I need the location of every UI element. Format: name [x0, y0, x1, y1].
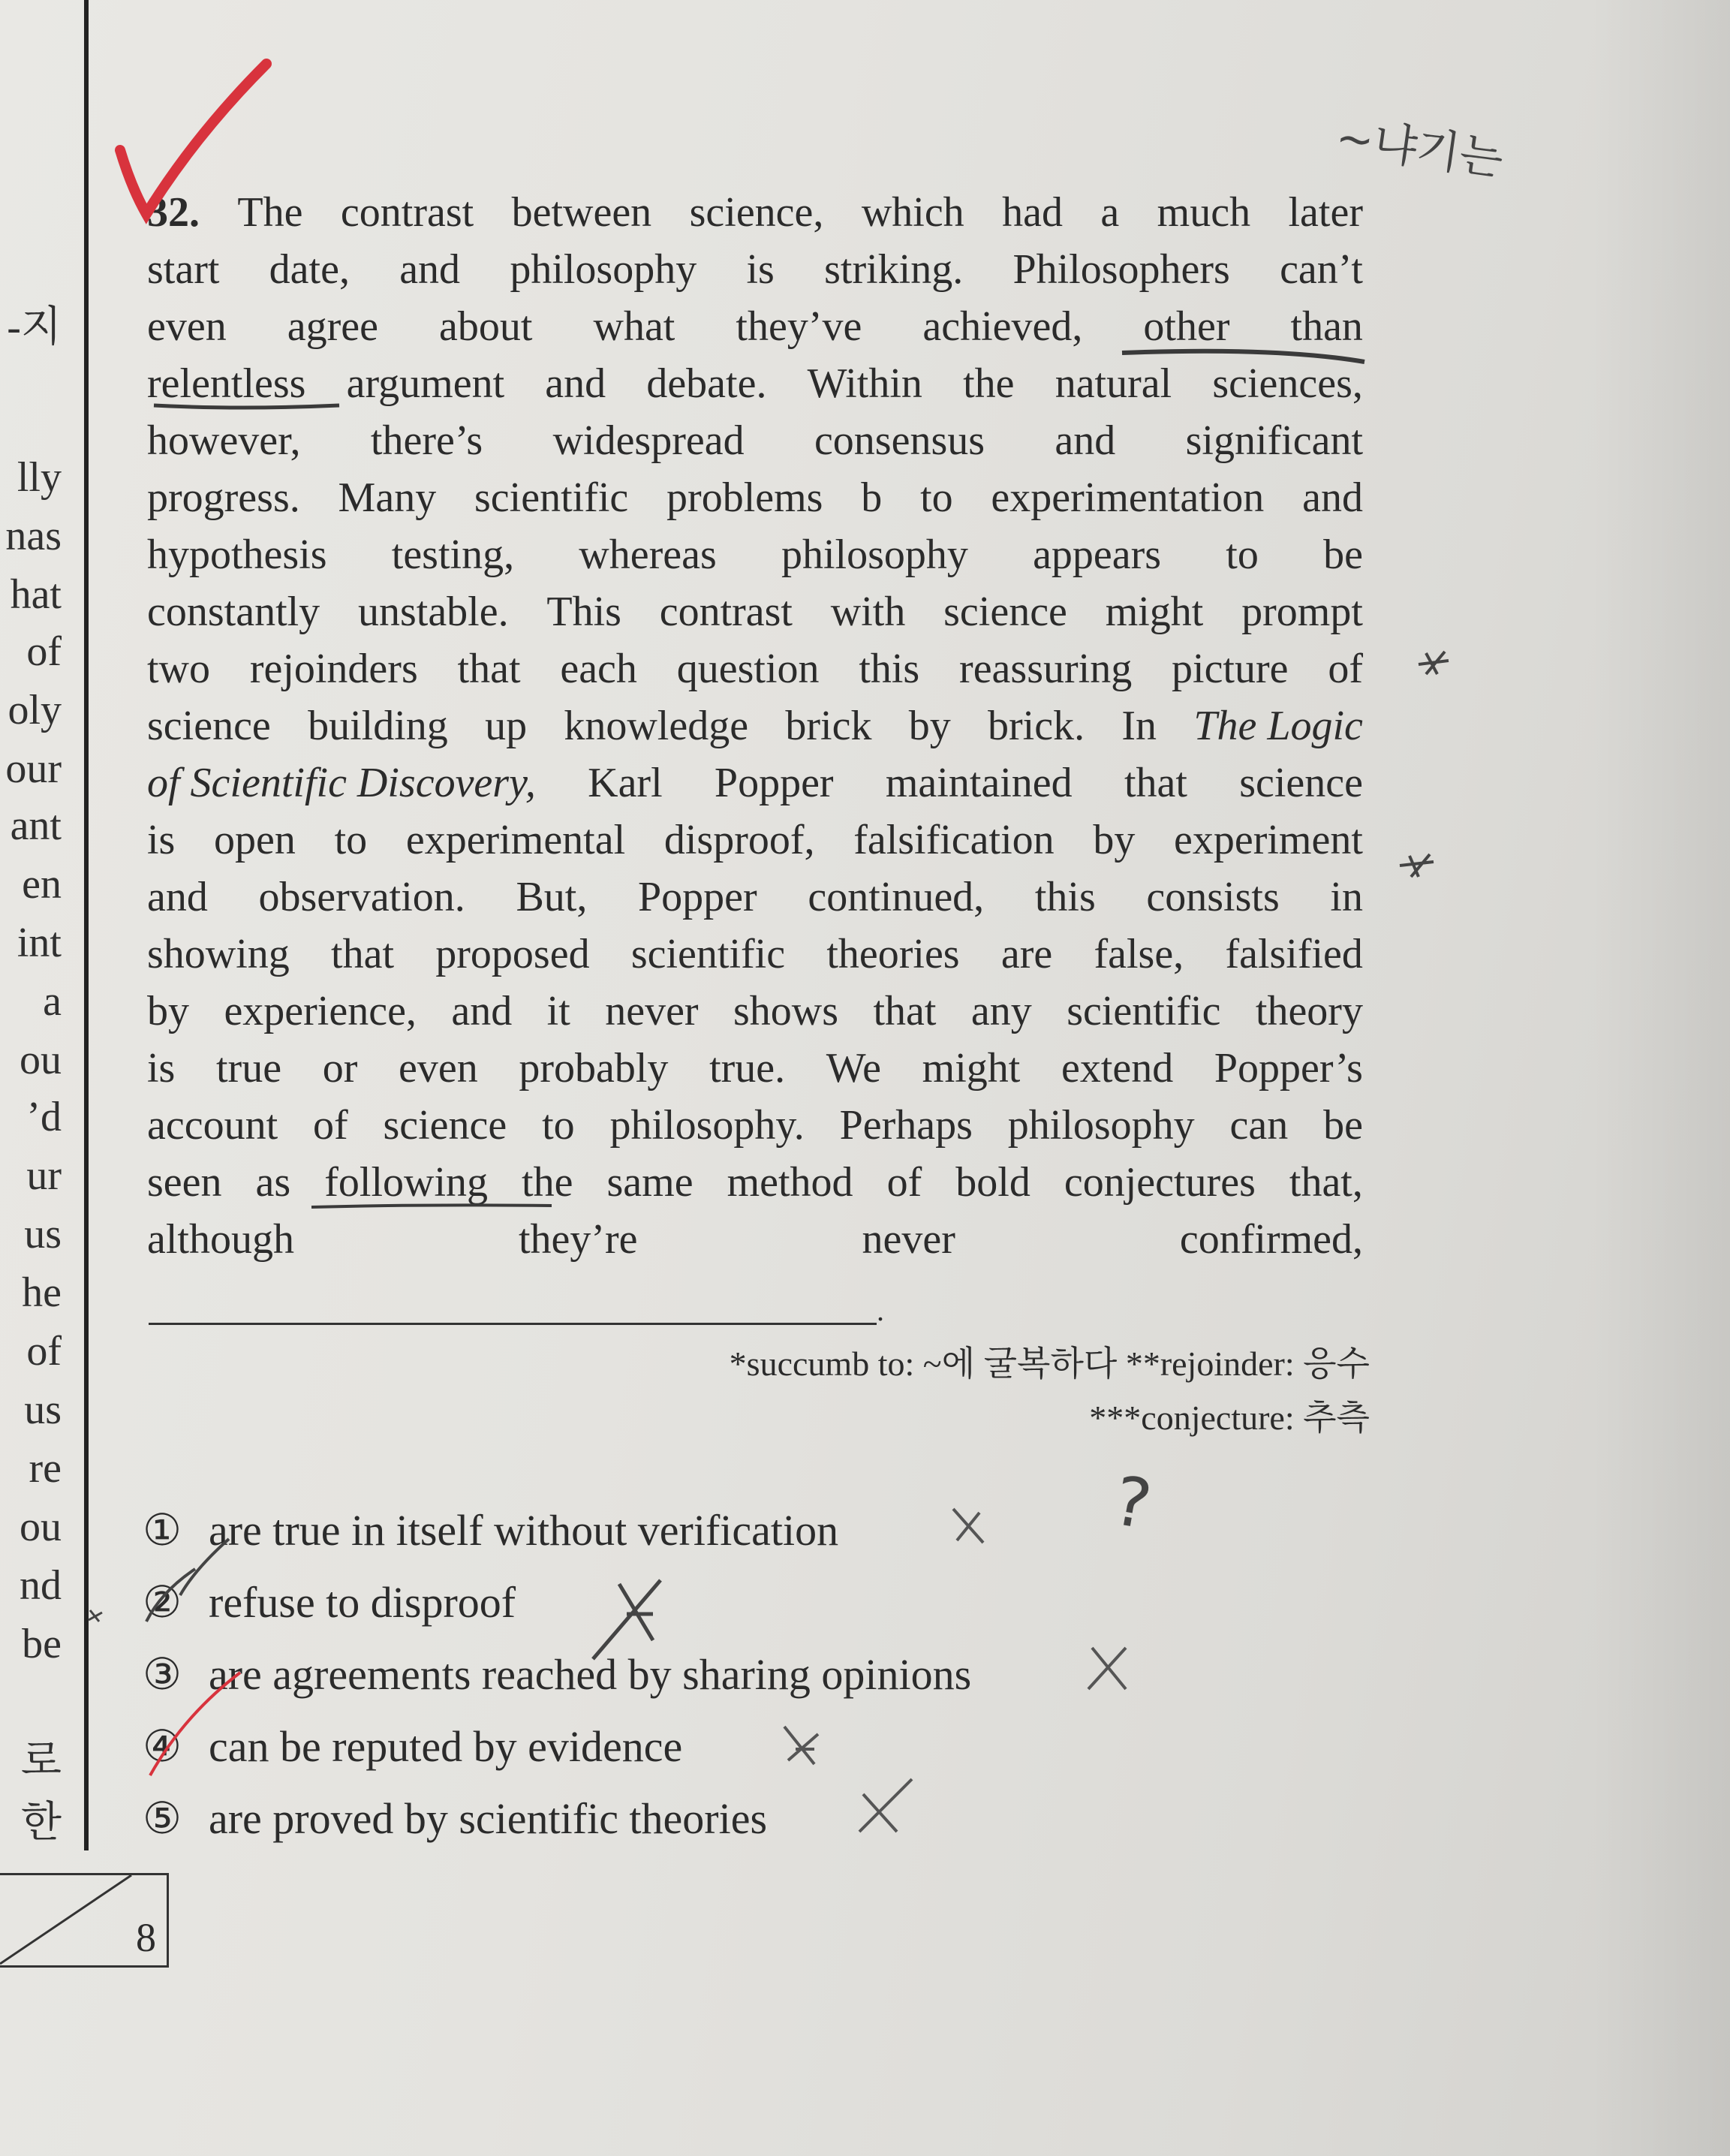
passage-word: scientific [1067, 988, 1221, 1034]
passage-word: or [322, 1045, 358, 1092]
passage-line [147, 640, 1363, 697]
choice-text: can be reputed by evidence [209, 1721, 683, 1771]
passage-word: But, [516, 874, 588, 920]
passage-word: might [1105, 589, 1204, 635]
prev-fragment: -지 [7, 304, 62, 351]
passage-line [147, 184, 1363, 241]
passage-word: Many [338, 474, 437, 521]
passage-word: continued, [808, 874, 985, 920]
passage-word: that, [1289, 1159, 1363, 1206]
passage-word: false, [1094, 931, 1184, 977]
passage-word: each [560, 646, 637, 692]
passage-word: following [324, 1159, 488, 1206]
passage-word: experimental [405, 817, 626, 863]
passage-word: and [451, 988, 513, 1034]
passage-word: philosophy [781, 531, 968, 578]
passage-word: later [1288, 189, 1363, 236]
passage-word: experimentation [991, 474, 1265, 521]
passage-word: Within [807, 360, 922, 407]
prev-fragment: our [5, 745, 62, 792]
passage-word: experiment [1174, 817, 1363, 863]
page-shadow [1591, 0, 1730, 2156]
margin-star-icon [1419, 652, 1449, 674]
passage-word: theory [1255, 988, 1363, 1034]
passage-word: confirmed, [1179, 1216, 1363, 1263]
passage-word: b [861, 474, 883, 521]
passage-word: problems [666, 474, 823, 521]
passage-word: that [873, 988, 937, 1034]
passage-word: this [859, 646, 920, 692]
passage-word: maintained [885, 760, 1073, 806]
prev-fragment: ur [26, 1152, 62, 1199]
passage-word: agree [287, 303, 378, 350]
passage-word: is [147, 1045, 176, 1092]
glossary-line-2: ***conjecture: 추측 [1089, 1399, 1370, 1437]
prev-fragment: oly [8, 687, 62, 733]
passage-word: brick [785, 703, 872, 749]
passage-word: Popper [638, 874, 757, 920]
passage-word: in [1330, 874, 1363, 920]
passage-line [147, 583, 1363, 640]
passage-word: same [606, 1159, 694, 1206]
prev-fragment: 로 [20, 1738, 62, 1784]
margin-tick-icon [89, 1610, 102, 1622]
handwritten-question-mark: ? [1108, 1461, 1157, 1546]
passage-word: hypothesis [147, 531, 327, 578]
passage-word: is [147, 817, 176, 863]
passage-word: other [1143, 303, 1230, 350]
passage-word: extend [1061, 1045, 1174, 1092]
choice-number: ① [143, 1506, 182, 1555]
passage-word: scientific [630, 931, 786, 977]
choice-text: refuse to disproof [209, 1577, 516, 1627]
passage-word: We [826, 1045, 881, 1092]
choice-5[interactable] [143, 1782, 1268, 1854]
passage-line [147, 526, 1363, 583]
question-passage [147, 184, 1363, 1268]
passage-word: what [593, 303, 675, 350]
passage-word: that [1124, 760, 1187, 806]
passage-word: sciences, [1212, 360, 1363, 407]
passage-word: appears [1033, 531, 1162, 578]
passage-line [147, 983, 1363, 1040]
passage-word: can [1229, 1102, 1289, 1149]
passage-word: although [147, 1216, 294, 1263]
passage-word: showing [147, 931, 290, 977]
passage-line [147, 869, 1363, 926]
passage-word: picture [1172, 646, 1289, 692]
passage-word: and [147, 874, 208, 920]
passage-word: by [1093, 817, 1136, 863]
passage-word: account [147, 1102, 278, 1149]
choice-number: ③ [143, 1650, 182, 1699]
choice-2[interactable] [143, 1566, 1268, 1638]
passage-word: significant [1185, 417, 1363, 464]
prev-fragment: ou [20, 1504, 62, 1550]
previous-page-column [0, 0, 84, 2156]
passage-word: Philosophers [1012, 246, 1230, 293]
passage-word: reassuring [959, 646, 1133, 692]
passage-word: philosophy [510, 246, 697, 293]
passage-word: can’t [1280, 246, 1363, 293]
choice-text: are agreements reached by sharing opinions [209, 1649, 972, 1699]
passage-word: science [943, 589, 1067, 635]
passage-word: and [1055, 417, 1116, 464]
passage-word: up [485, 703, 528, 749]
passage-word: natural [1055, 360, 1172, 407]
passage-word: which [861, 189, 964, 236]
passage-word: about [439, 303, 533, 350]
passage-word: be [1323, 531, 1363, 578]
passage-word: true. [709, 1045, 786, 1092]
column-divider [84, 0, 89, 1850]
page-number-box [0, 1873, 169, 1968]
passage-word: consists [1146, 874, 1280, 920]
prev-fragment: of [26, 628, 62, 675]
choice-number: ④ [143, 1722, 182, 1771]
passage-word: progress. [147, 474, 300, 521]
passage-word: knowledge [564, 703, 749, 749]
passage-word: as [255, 1159, 291, 1206]
passage-word: the [963, 360, 1015, 407]
passage-word: are [1000, 931, 1053, 977]
passage-word: Popper [714, 760, 834, 806]
choice-text: are true in itself without verification [209, 1505, 839, 1555]
passage-word: In [1121, 703, 1157, 749]
passage-word: unstable. [357, 589, 509, 635]
passage-word: science [147, 703, 271, 749]
passage-word: of Scientific Discovery, [147, 760, 536, 806]
passage-word: whereas [579, 531, 717, 578]
passage-word: to [334, 817, 368, 863]
passage-word: experience, [224, 988, 417, 1034]
passage-word: open [214, 817, 296, 863]
passage-word: and [399, 246, 461, 293]
passage-word: theories [826, 931, 960, 977]
page-number: 8 [136, 1915, 156, 1960]
passage-word: by [908, 703, 951, 749]
prev-fragment: he [22, 1269, 62, 1316]
passage-word: constantly [147, 589, 320, 635]
passage-word: it [546, 988, 570, 1034]
glossary-line-1: *succumb to: ~에 굴복하다 **rejoinder: 응수 [729, 1344, 1370, 1383]
choice-3[interactable] [143, 1638, 1268, 1710]
passage-word: The [237, 189, 303, 236]
passage-word: science [1239, 760, 1363, 806]
prev-fragment: re [29, 1445, 62, 1492]
passage-word: however, [147, 417, 301, 464]
passage-word: of [1328, 646, 1363, 692]
passage-line [147, 1211, 1363, 1268]
prev-fragment: ant [10, 802, 62, 849]
passage-line [147, 469, 1363, 526]
passage-line [147, 1040, 1363, 1097]
prev-fragment: ’d [26, 1094, 62, 1140]
prev-fragment: int [17, 920, 62, 966]
passage-word: to [542, 1102, 575, 1149]
prev-fragment: a [43, 978, 62, 1025]
passage-word: conjectures [1064, 1159, 1256, 1206]
passage-line [147, 926, 1363, 983]
passage-word: between [511, 189, 652, 236]
passage-word: widespread [552, 417, 745, 464]
passage-word: rejoinders [249, 646, 418, 692]
prev-fragment: hat [10, 571, 62, 618]
prev-fragment: nd [20, 1562, 62, 1609]
passage-word: scientific [474, 474, 629, 521]
passage-word: Popper’s [1214, 1045, 1363, 1092]
passage-word: proposed [435, 931, 590, 977]
prev-fragment: ou [20, 1037, 62, 1083]
passage-word: The Logic [1193, 703, 1363, 749]
passage-word: even [399, 1045, 478, 1092]
passage-word: achieved, [922, 303, 1083, 350]
passage-word: with [830, 589, 906, 635]
passage-word: never [862, 1216, 955, 1263]
passage-word: building [308, 703, 448, 749]
passage-word: science [383, 1102, 507, 1149]
passage-word: philosophy [1007, 1102, 1195, 1149]
answer-choices [143, 1494, 1268, 1854]
passage-word: This [546, 589, 621, 635]
passage-word: two [147, 646, 210, 692]
passage-line [147, 697, 1363, 754]
prev-fragment: us [24, 1211, 62, 1257]
passage-line [147, 754, 1363, 812]
margin-star-icon [1400, 854, 1434, 877]
passage-word: testing, [391, 531, 515, 578]
passage-word: bold [955, 1159, 1030, 1206]
passage-word: much [1157, 189, 1251, 236]
choice-number: ② [143, 1578, 182, 1627]
passage-word: consensus [814, 417, 985, 464]
passage-word: disproof, [663, 817, 815, 863]
passage-word: they’ve [736, 303, 862, 350]
passage-word: of [312, 1102, 348, 1149]
passage-word: to [1226, 531, 1259, 578]
passage-word: debate. [646, 360, 767, 407]
passage-word: date, [269, 246, 350, 293]
passage-line [147, 1097, 1363, 1154]
passage-word: Karl [588, 760, 663, 806]
prev-fragment: en [22, 861, 62, 908]
passage-word: argument [346, 360, 505, 407]
prev-fragment: 한 [20, 1799, 62, 1846]
passage-word: even [147, 303, 227, 350]
passage-word: relentless [147, 360, 306, 407]
passage-word: true [216, 1045, 282, 1092]
passage-word: falsification [853, 817, 1055, 863]
passage-word: and [545, 360, 606, 407]
prev-fragment: of [26, 1328, 62, 1375]
passage-word: this [1034, 874, 1096, 920]
passage-word: there’s [370, 417, 483, 464]
passage-word: falsified [1225, 931, 1363, 977]
passage-word: never [605, 988, 699, 1034]
passage-word: is [746, 246, 775, 293]
handwritten-note: ~냐기는 [1332, 110, 1507, 187]
passage-word: by [147, 988, 189, 1034]
prev-fragment: nas [5, 513, 62, 559]
prev-fragment: lly [17, 454, 62, 501]
passage-word: might [922, 1045, 1021, 1092]
passage-word: striking. [824, 246, 964, 293]
choice-number: ⑤ [143, 1794, 182, 1843]
passage-word: philosophy. [609, 1102, 805, 1149]
passage-word: seen [147, 1159, 222, 1206]
passage-word: science, [689, 189, 824, 236]
passage-word: that [457, 646, 521, 692]
blank-period: . [877, 1293, 884, 1327]
passage-word: Perhaps [839, 1102, 973, 1149]
passage-line [147, 355, 1363, 412]
passage-line [147, 1154, 1363, 1211]
passage-line [147, 412, 1363, 469]
passage-word: be [1323, 1102, 1363, 1149]
passage-word: that [331, 931, 395, 977]
passage-word: the [522, 1159, 573, 1206]
passage-word: they’re [518, 1216, 638, 1263]
passage-word: contrast [340, 189, 474, 236]
choice-text: are proved by scientific theories [209, 1793, 768, 1843]
question-number: 32. [147, 189, 200, 236]
passage-word: prompt [1241, 589, 1363, 635]
passage-word: had [1002, 189, 1063, 236]
choice-1[interactable] [143, 1494, 1268, 1566]
passage-line [147, 812, 1363, 869]
passage-word: and [1302, 474, 1363, 521]
choice-4[interactable] [143, 1710, 1268, 1782]
passage-word: method [727, 1159, 853, 1206]
passage-word: question [676, 646, 820, 692]
passage-word: a [1100, 189, 1120, 236]
passage-line [147, 241, 1363, 298]
prev-fragment: us [24, 1387, 62, 1433]
prev-fragment: be [22, 1621, 62, 1667]
passage-word: brick. [988, 703, 1085, 749]
passage-word: to [920, 474, 953, 521]
passage-word: observation. [258, 874, 465, 920]
passage-word: start [147, 246, 220, 293]
passage-word: probably [519, 1045, 669, 1092]
passage-word: shows [733, 988, 839, 1034]
answer-blank [149, 1323, 877, 1325]
passage-word: than [1290, 303, 1363, 350]
passage-word: of [886, 1159, 922, 1206]
passage-word: contrast [659, 589, 793, 635]
passage-word: any [970, 988, 1032, 1034]
passage-line [147, 298, 1363, 355]
